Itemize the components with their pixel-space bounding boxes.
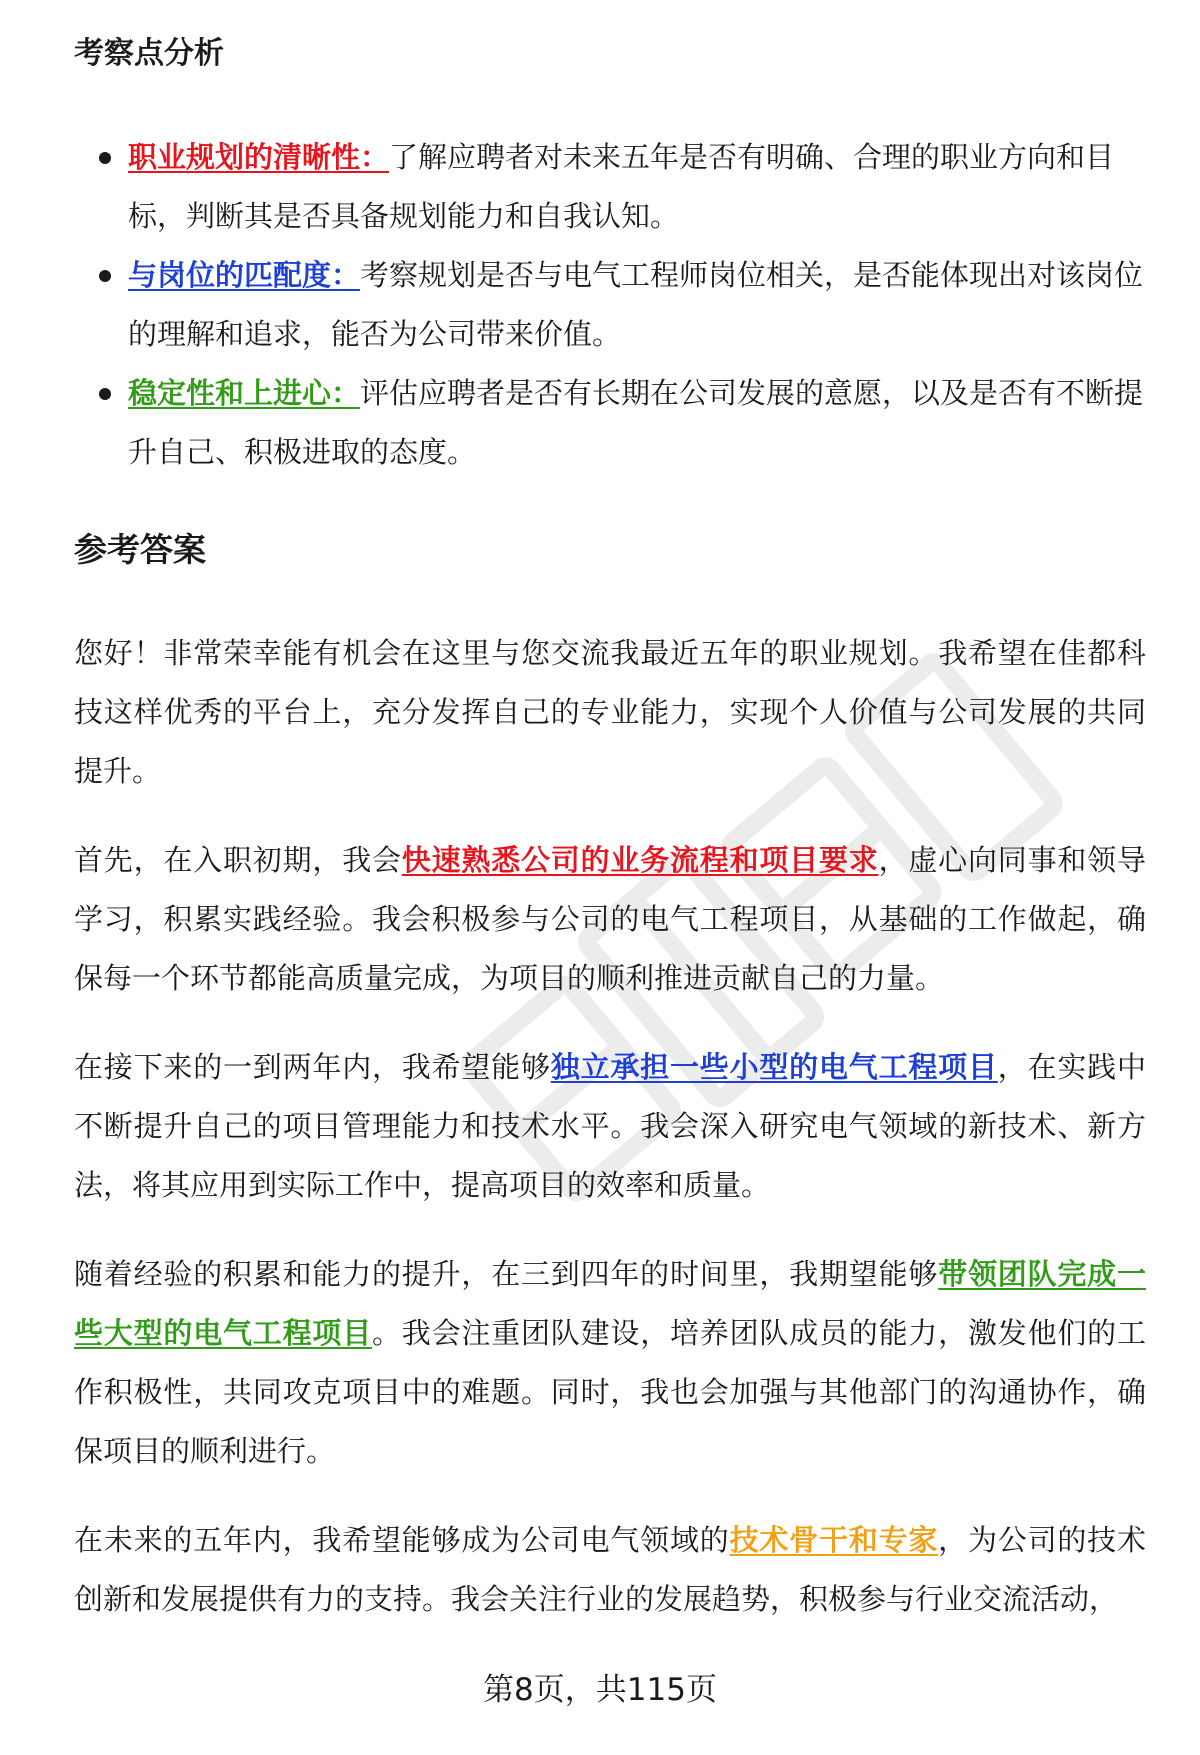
paragraph-text: 在未来的五年内，我希望能够成为公司电气领域的 xyxy=(74,1523,730,1557)
paragraph-text: ，为公司的技术创新和发展提供有力的支持。我会关注行业的发展趋势，积极参与行业交流活动， xyxy=(74,1523,1146,1616)
paragraph-text: ，在实践中不断提升自己的项目管理能力和技术水平。我会深入研究电气领域的新技术、新方法，将其应用到实际工作中，提高项目的效率和质量。 xyxy=(74,1050,1146,1202)
highlight-phrase: 独立承担一些小型的电气工程项目 xyxy=(550,1050,998,1084)
page-number: 第8页，共115页 xyxy=(483,1672,717,1708)
paragraph-intro: 您好！非常荣幸能有机会在这里与您交流我最近五年的职业规划。我希望在佳都科技这样优秀的平台上，充分发挥自己的专业能力，实现个人价值与公司发展的共同提升。 xyxy=(74,636,1146,788)
list-item xyxy=(74,246,1144,364)
analysis-list xyxy=(74,128,1144,482)
paragraph-phase2 xyxy=(74,1038,1146,1215)
paragraph-phase4 xyxy=(74,1511,1146,1629)
highlight-phrase: 快速熟悉公司的业务流程和项目要求 xyxy=(401,843,879,877)
section-heading-analysis: 考察点分析 xyxy=(74,36,224,71)
highlight-phrase: 技术骨干和专家 xyxy=(729,1523,939,1557)
paragraph-text: 。我会注重团队建设，培养团队成员的能力，激发他们的工作积极性，共同攻克项目中的难题。同时，我也会加强与其他部门的沟通协作，确保项目的顺利进行。 xyxy=(74,1316,1146,1468)
list-item xyxy=(74,128,1144,246)
paragraph-text: ，虚心向同事和领导学习，积累实践经验。我会积极参与公司的电气工程项目，从基础的工作做起，确保每一个环节都能高质量完成，为项目的顺利推进贡献自己的力量。 xyxy=(74,843,1146,995)
paragraph-text: 首先，在入职初期，我会 xyxy=(74,843,402,877)
bullet-dot-icon xyxy=(99,152,111,164)
bullet-dot-icon xyxy=(99,270,111,282)
answer-title: 参考答案 xyxy=(74,530,206,569)
item-text: 考察规划是否与电气工程师岗位相关，是否能体现出对该岗位的理解和追求，能否为公司带来价值。 xyxy=(128,258,1144,351)
keyword-clarity: 职业规划的清晰性： xyxy=(128,140,390,174)
keyword-stability: 稳定性和上进心： xyxy=(128,376,361,410)
keyword-job-fit: 与岗位的匹配度： xyxy=(128,258,361,292)
highlight-phrase: 带领团队完成一些大型的电气工程项目 xyxy=(74,1257,1146,1350)
list-item xyxy=(74,364,1144,482)
paragraph-text: 随着经验的积累和能力的提升，在三到四年的时间里，我期望能够 xyxy=(74,1257,939,1291)
paragraph-phase1 xyxy=(74,831,1146,1008)
item-text: 评估应聘者是否有长期在公司发展的意愿，以及是否有不断提升自己、积极进取的态度。 xyxy=(128,376,1144,469)
answer-body xyxy=(74,624,1146,1659)
paragraph-text: 在接下来的一到两年内，我希望能够 xyxy=(74,1050,551,1084)
bullet-dot-icon xyxy=(99,388,111,400)
item-text: 了解应聘者对未来五年是否有明确、合理的职业方向和目标，判断其是否具备规划能力和自我认知。 xyxy=(128,140,1115,233)
paragraph-phase3 xyxy=(74,1245,1146,1481)
